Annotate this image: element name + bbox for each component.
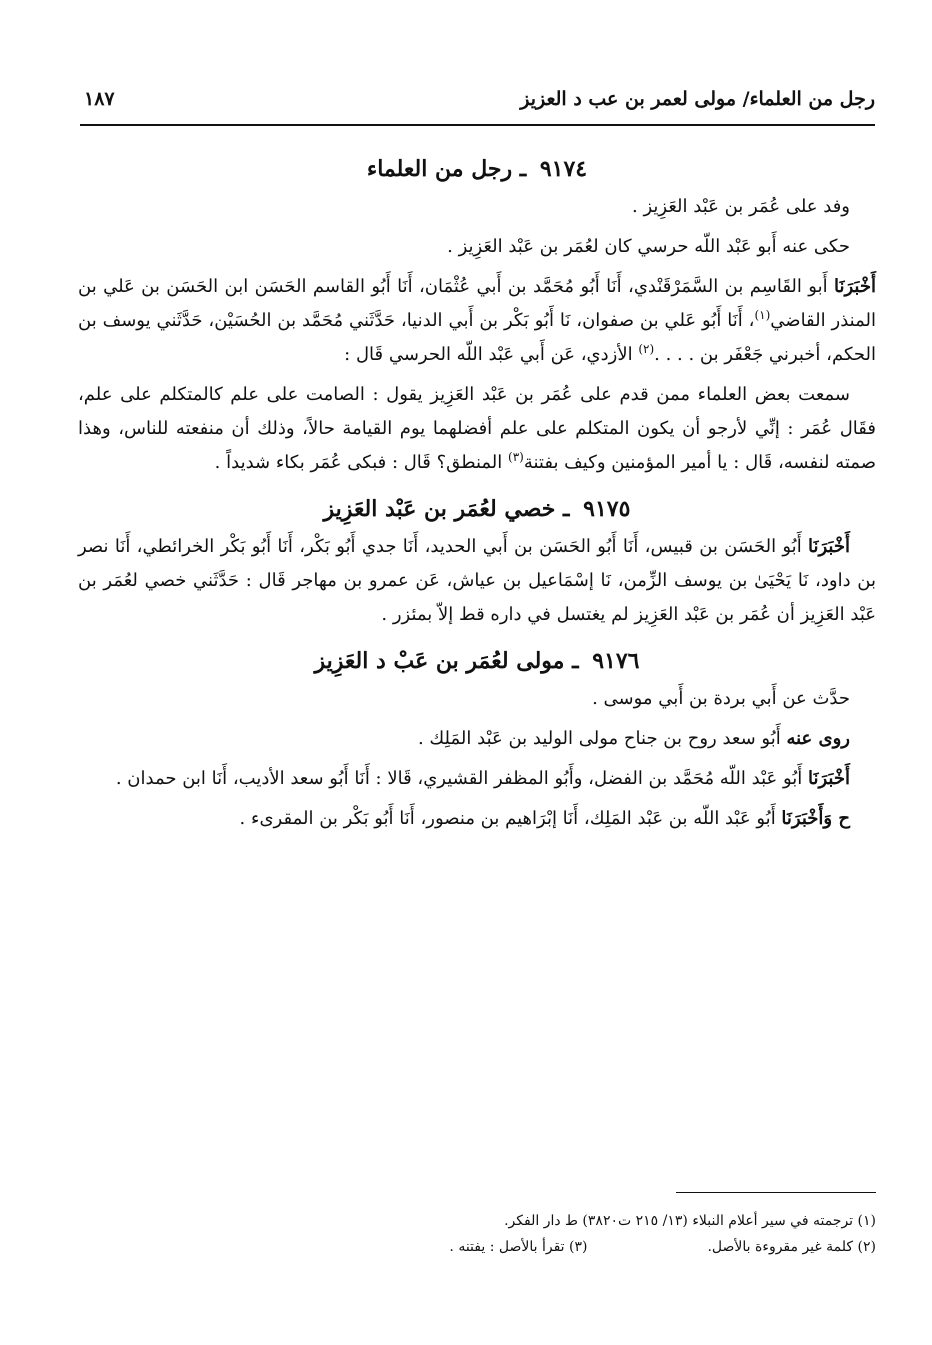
page-number: ١٨٧ (84, 88, 115, 110)
footnote-marker: (٢) (857, 1239, 876, 1255)
paragraph-text: أَبُو عَبْد اللّه مُحَمَّد بن الفضل، وأَبُو المظفر القشيري، قَالا : أَنَا أَبُو سعد الأديب، أَنَا ابن حمدان . (115, 768, 808, 789)
paragraph-text: أَبُو سعد روح بن جناح مولى الوليد بن عَبْد المَلِك . (417, 728, 787, 749)
paragraph-text: ، أَنَا أَبُو عَلي بن صفوان، نَا أَبُو بَكْر بن أَبي الدنيا، حَدَّثَني مُحَمَّد بن الحُسَيْن، حَدَّثَني يوسف بن الحكم، أخبرني جَعْفَر بن . . . . (78, 310, 876, 365)
paragraph (78, 762, 876, 796)
footnote-text: كلمة غير مقروءة بالأصل. (707, 1239, 854, 1255)
footnote-1 (80, 1208, 876, 1234)
paragraph-text: المنطق؟ قَال : فبكى عُمَر بكاء شديداً . (214, 452, 508, 473)
paragraph-text: أَبو القَاسِم بن السَّمَرْقَنْدي، أَنَا أَبُو مُحَمَّد بن أَبي عُثْمَان، أَنَا أَبُو القاسم الحَسَن ابن الحَسَن بن عَلي بن المنذر القاضي (78, 276, 876, 331)
footnote-text: ترجمته في سير أعلام النبلاء (١٣/ ٢١٥ ت٣٨٢٠) ط دار الفكر. (504, 1213, 854, 1229)
paragraph-text: حدَّث عن أَبي بردة بن أَبي موسى . (592, 688, 850, 709)
footnote-rule (676, 1192, 876, 1193)
entry-number: ٩١٧٥ (583, 496, 631, 522)
paragraph-text: حكى عنه أَبو عَبْد اللّه حرسي كان لعُمَر بن عَبْد العَزِيز . (447, 236, 850, 257)
paragraph-text: أَبُو الحَسَن بن قبيس، أَنَا أَبُو الحَسَن بن أَبي الحديد، أَنَا جدي أَبُو بَكْر، أَنَا أَبُو بَكْر الخرائطي، أَنَا نصر بن داود، نَا يَحْيَىٰ بن يوسف الزِّمن، نَا إسْمَاعيل بن عياش، عَن عمرو بن مهاجر قَال : حَدَّثَني خصي لعُمَر بن عَبْد العَزِيز أن عُمَر بن عَبْد العَزِيز لم يغتسل في داره قط إلاّ بمئزر . (78, 536, 876, 625)
paragraph-lead: ح وَأَخْبَرَنَا (781, 808, 850, 829)
paragraph-lead: أَخْبَرَنَا (808, 768, 850, 789)
footnote-3 (449, 1234, 587, 1260)
header-rule (80, 124, 875, 126)
paragraph (78, 270, 876, 372)
footnotes (80, 1208, 876, 1260)
footnote-ref-3[interactable]: (٣) (508, 450, 524, 464)
entry-number: ٩١٧٦ (592, 648, 640, 674)
paragraph (78, 802, 876, 836)
paragraph-text: سمعت بعض العلماء ممن قدم على عُمَر بن عَبْد العَزِيز يقول : الصامت على علم كالمتكلم على علم، فقَال عُمَر : إنِّي لأرجو أن يكون المتكلم على علم أفضلهما يوم القيامة حالاً، وذلك أن منفعته للناس، وهذا صمته لنفسه، قَال : يا أمير المؤمنين وكيف بفتنة (78, 384, 876, 473)
entry-heading-9176 (78, 644, 876, 678)
page-header (80, 86, 875, 120)
footnote-marker: (١) (857, 1213, 876, 1229)
paragraph-lead: أَخْبَرَنَا (834, 276, 876, 297)
paragraph-text: أَبُو عَبْد اللّه بن عَبْد المَلِك، أَنَا إبْرَاهيم بن منصور، أَنَا أَبُو بَكْر بن المقرىء . (239, 808, 782, 829)
footnote-2 (707, 1234, 876, 1260)
running-title: رجل من العلماء/ مولى لعمر بن عب د العزيز (520, 88, 875, 110)
paragraph (78, 230, 876, 264)
paragraph-lead: أَخْبَرَنَا (808, 536, 850, 557)
paragraph (78, 190, 876, 224)
paragraph (78, 682, 876, 716)
footnote-ref-1[interactable]: (١) (754, 308, 771, 322)
entry-heading-9175 (78, 492, 876, 526)
paragraph (78, 378, 876, 480)
entry-heading-9174 (78, 152, 876, 186)
paragraph (78, 530, 876, 632)
paragraph-text: وفد على عُمَر بن عَبْد العَزِيز . (632, 196, 850, 217)
paragraph-text: الأزدي، عَن أَبي عَبْد اللّه الحرسي قَال : (344, 344, 639, 365)
entry-title: ـ رجل من العلماء (366, 156, 527, 182)
footnote-row (80, 1234, 876, 1260)
paragraph (78, 722, 876, 756)
footnote-ref-2[interactable]: (٢) (638, 342, 655, 356)
body-text (78, 140, 876, 842)
entry-number: ٩١٧٤ (539, 156, 588, 182)
footnote-marker: (٣) (569, 1239, 588, 1255)
entry-title: ـ مولى لعُمَر بن عَبْ د العَزِيز (314, 648, 579, 674)
entry-title: ـ خصي لعُمَر بن عَبْد العَزِيز (323, 496, 570, 522)
footnote-text: تقرأ بالأصل : يفتنه . (449, 1239, 565, 1255)
paragraph-lead: روى عنه (786, 728, 850, 749)
